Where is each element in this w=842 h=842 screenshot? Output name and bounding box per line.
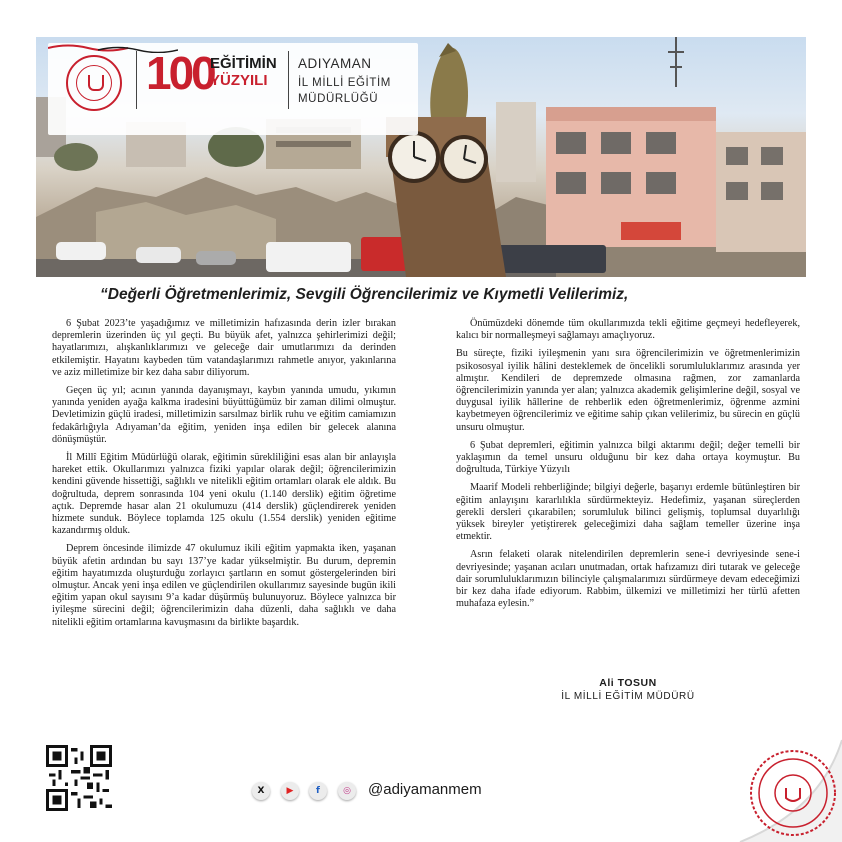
centenary-line1: EĞİTİMİN <box>210 55 277 72</box>
signature-title: İL MİLLİ EĞİTİM MÜDÜRÜ <box>561 691 695 702</box>
paragraph: Geçen üç yıl; acının yanında dayanışmayı, kaybın yanında umudu, yıkımın yanında yeniden ayağa kalkma iradesini büyüttüğümüz bir zaman dilimi olmuştur. Devletimizin güçlü iradesi, milletimizin sarsılmaz birlik ruhu ve eğitim camiamızın fedakârlığıyla Adıyaman’da eğitim, yeniden inşa edilen bir gelecek alanına dönüşmüştür. <box>52 385 396 445</box>
signature-name: Ali TOSUN <box>599 677 657 689</box>
youtube-icon[interactable]: ▶ <box>281 782 299 800</box>
paragraph: Önümüzdeki dönemde tüm okullarımızda tekli eğitime geçmeyi hedefleyerek, kalıcı bir normalleşmeyi sağlamayı amaçlıyoruz. <box>456 318 800 342</box>
paragraph: 6 Şubat 2023’te yaşadığımız ve milletimizin hafızasında derin izler bırakan depremlerin üzerinden üç yıl geçti. Bu büyük afet, yalnızca şehirlerimizi değil; hayatlarımızı, alışkanlıklarımızı ve geleceğe dair umutlarımızı da derinden etkilemiştir. Hayatını kaybeden tüm vatandaşlarımızı rahmetle anıyor, yakınlarına ve aziz milletimize bir kez daha sabır diliyorum. <box>52 318 396 378</box>
org-line1: ADIYAMAN <box>298 56 372 71</box>
paragraph: Bu süreçte, fiziki iyileşmenin yanı sıra öğrencilerimizin ve öğretmenlerimizin psikososyal iyilik hâlini desteklemek de öncelikli sorumluluklarımız arasında yer almıştır. Kendileri de depremzede olmasına rağmen, zor zamanlarda öğrencilerimizin yanında yer alan; yalnızca akademik gelişimlerine değil, sosyal ve duygusal iyilik hâllerine de rehberlik eden öğretmenlerimiz, öğrenme azmini kaybetmeyen öğrencilerimiz ve eğitime sahip çıkan velilerimiz, bu sürecin en güçlü unsuru olmuştur. <box>456 348 800 433</box>
letter-salutation: “Değerli Öğretmenlerimiz, Sevgili Öğrencilerimiz ve Kıymetli Velilerimiz, <box>100 286 629 303</box>
logo-divider <box>136 51 137 109</box>
ministry-emblem-icon <box>66 55 122 111</box>
centenary-number: 100 <box>146 47 214 99</box>
x-icon[interactable]: X <box>252 782 270 800</box>
right-column <box>456 318 800 616</box>
org-line3: MÜDÜRLÜĞÜ <box>298 93 379 105</box>
logo-divider-2 <box>288 51 289 109</box>
paragraph: İl Millî Eğitim Müdürlüğü olarak, eğitimin sürekliliğini esas alan bir anlayışla hareket ettik. Okullarımızı yalnızca fiziki yapılar olarak değil; öğrencilerimizin kendini güvende hissettiği, sağlıklı ve nitelikli eğitim ortamları olarak ele aldık. Bu doğrultuda, deprem sonrasında 104 yeni okulu (1.140 derslik) eğitim öğretime açtık. Depremde hasar alan 21 okulumuzu (414 derslik) güçlendirerek yeniden hizmete sunduk. Böylece toplamda 125 okulu (1.554 derslik) yeniden eğitime kazandırmış olduk. <box>52 452 396 537</box>
org-line2: İL MİLLİ EĞİTİM <box>298 77 391 89</box>
emblem-center-icon <box>76 65 112 101</box>
paragraph: Maarif Modeli rehberliğinde; bilgiyi değerle, başarıyı erdemle bütünleştiren bir eğitim anlayışını kararlılıkla sürdürmekteyiz. Hedefimiz, yaşanan süreçlerden gerekli dersleri çıkarabilen; sorumluluk bilinci gelişmiş, toplumsal duyarlılığı yüksek bireyler yetiştirerek geleceğimizi daha sağlam temeller üzerine inşa etmektir. <box>456 482 800 543</box>
book-lines-icon <box>48 43 178 53</box>
facebook-icon[interactable]: f <box>309 782 327 800</box>
centenary-line2: YÜZYILI <box>210 72 268 89</box>
hero-photo <box>36 37 806 277</box>
paragraph: 6 Şubat depremleri, eğitimin yalnızca bilgi aktarımı değil; değer temelli bir yaklaşımın da temel unsuru olduğunu bir kez daha ortaya koymuştur. Bu doğrultuda, Türkiye Yüzyılı <box>456 439 800 476</box>
paragraph: Deprem öncesinde ilimizde 47 okulumuz ikili eğitim yapmakta iken, yaşanan büyük afetin ardından bu sayı 137’ye kadar yükselmiştir. Bu durum, depremin eğitim hayatımızda oluşturduğu zorlayıcı şartların en somut göstergelerinden biri olmuştur. Ancak yeni inşa edilen ve güçlendirilen okullarımız sayesinde bugün ikili eğitim yapan okul sayısını 9’a kadar düşürmüş bulunuyoruz. Böylece yalnızca bir iyileşme sürecini değil; öğrencilerimizin daha düzenli, daha sağlıklı ve daha nitelikli eğitim ortamlarına kavuşmasını da birlikte başardık. <box>52 543 396 628</box>
qr-code-icon[interactable] <box>46 745 112 811</box>
ministry-seal-icon <box>748 748 838 838</box>
left-column <box>52 318 396 635</box>
header-logo-panel <box>48 43 418 135</box>
paragraph: Asrın felaketi olarak nitelendirilen depremlerin sene-i devriyesinde sene-i devriyesinde; yaşanan acıları unutmadan, ortak hafızamızı diri tutarak ve geleceğe dair sorumluluklarımızın bilinciyle çalışmalarımızı sürdürmeye devam edeceğimizi bir kez daha ifade ediyorum. Rabbim, ülkemizi ve milletimizi her türlü afetten muhafaza eylesin.” <box>456 549 800 610</box>
social-handle[interactable]: @adiyamanmem <box>368 781 482 798</box>
instagram-icon[interactable]: ◎ <box>338 782 356 800</box>
